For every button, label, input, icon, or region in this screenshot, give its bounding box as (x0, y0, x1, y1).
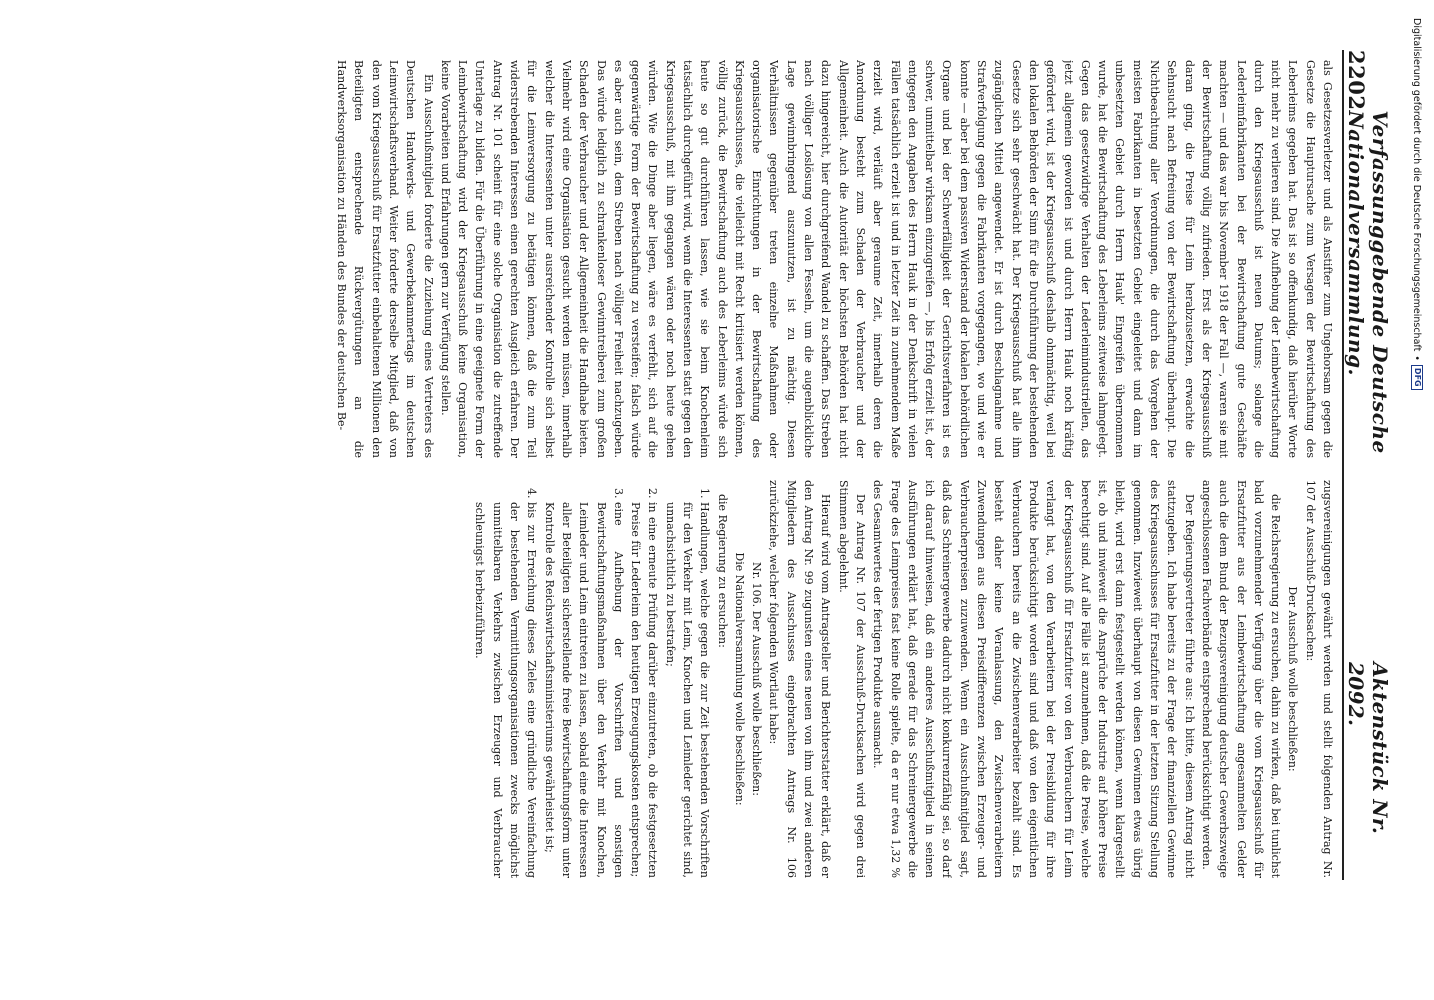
list-item: 3. eine Aufhebung der Vorschriften und sonstigen Bewirtschaftungsmaßnahmen über den Verkehr mit Knochen, Leimleder und Leim eintreten zu lassen, sobald eine die Interessen aller Beteiligten sicherstellende freie Bewirtschaftungsform unter Kontrolle des Reichswirtschaftsministeriums gewährleistet ist; (540, 502, 626, 878)
motion-106-lead: die Regierung zu ersuchen: (715, 494, 729, 648)
list-item: 1. Handlungen, welche gegen die zur Zeit bestehenden Vorschriften für den Verkehr mit Leim, Knochen und Leimleder gerichtet sind, unnachsichtlich zu bestrafen; (661, 502, 713, 878)
motion-106-heading: Die Nationalversammlung wolle beschließen: (732, 552, 746, 806)
paragraph: zugsvereinigungen gewährt werden und stellt folgenden Antrag Nr. 107 der Ausschuß-Drucksachen: (1303, 480, 1334, 878)
left-text-column (14, 60, 1336, 458)
running-title: Verfassunggebende Deutsche Nationalversammlung. (1344, 110, 1392, 454)
list-item: 4. bis zur Erreichung dieses Zieles eine gründliche Vereinfachung der bestehenden Vermittlungsorganisationen zwecks möglichst unmittelbaren Verkehrs zwischen Erzeuger und Verbraucher schleunigst herbeizuführen. (471, 502, 540, 878)
dfg-logo: DFG (1411, 365, 1423, 390)
motion-106-list (471, 480, 713, 878)
right-text-column (136, 480, 1336, 878)
government-statement: Der Regierungsvertreter führte aus: Ich bitte, diesem Antrag nicht stattzugeben. Ich habe bereits zu der Frage der finanziellen Gewinne des Kriegsausschusses für Ersatzfutter in der letzten Sitzung Stellung genommen. Inzwieweit überhaupt von diesen Gewinnen etwas übrig bleibt, wird erst dann festgestellt werden können, wenn klargestellt ist, ob und inwieweit die Ansprüche der Industrie auf höhere Preise berechtigt sind. Auf alle Fälle ist anzunehmen, daß die Preise, welche der Kriegsausschuß für Ersatzfutter von den Verbrauchern für Leim verlangt hat, von den Verarbeitern bei der Preisbildung für ihre Produkte berücksichtigt worden sind und daß von den eigentlichen Verbrauchern bereits an die Zwischenverarbeiter bezahlt sind. Es besteht daher keine Veranlassung, den Zwischenverarbeitern Zuwendungen aus diesen Preisdifferenzen zwischen Erzeuger- und Verbraucherpreisen zuzuwenden. Wenn ein Ausschußmitglied sagt, daß das Schreinergewerbe dadurch nicht konkurrenzfähig sei, so darf ich darauf hinweisen, daß ein anderes Ausschußmitglied in seinen Ausführungen erklärt hat, daß gerade für das Schreinergewerbe die Frage des Leimpreises fast keine Rolle spielte, da er nur etwa 1,32 % des Gesamtwertes der fertigen Produkte ausmacht. (871, 480, 1196, 878)
footer-attribution: Digitalisierung gefördert durch die Deutsche Forschungsgemeinschaft (1411, 18, 1423, 352)
page-header (1342, 50, 1392, 880)
paragraph: als Gesetzesverletzer und als Anstifter zum Ungehorsam gegen die Gesetze die Hauptursache zum Versagen der Bewirtschaftung des Leberleims gegeben hat. Das ist so offenkundig, daß hierüber Worte nicht mehr zu verlieren sind. Die Aufhebung der Leimbewirtschaftung durch den Kriegsausschuß ist neuen Datums; solange die Lederleimfabrikanten bei der Bewirtschaftung gute Geschäfte machten — und das war bis November 1918 der Fall —, waren sie mit der Bewirtschaftung völlig zufrieden. Erst als der Kriegsausschuß daran ging, die Preise für Leim herabzusetzen, erwachte die Sehnsucht nach Befreiung von der Bewirtschaftung überhaupt. Die Nichtbeachtung aller Verordnungen, die durch das Vorgehen der meisten Fabrikanten in besetzten Gebiet eingeleitet und dann im unbesetzten Gebiet durch Herrn Hauk' Eingreifen übernommen wurde, hat die Bewirtschaftung des Leberleims zeitweise lahmgelegt. Gegen das gesetzwidrige Verhalten der Lederleimindustriellen, das jetzt allgemein geworden ist und durch Herrn Hauk noch kräftig gefördert wird, ist der Kriegsausschuß deshalb ohnmächtig, weil bei den lokalen Behörden der Sinn für die Durchführung der bestehenden Gesetze sich sehr geschwächt hat. Der Kriegsausschuß hat alle ihm zugänglichen Mittel angewendet. Er ist durch Beschlagnahme und Strafverfolgung gegen die Fabrikanten vorgegangen, wo und wie er konnte — aber bei dem passiven Widerstand der lokalen behördlichen Organe und bei der Schwerfälligkeit der Gerichtsverfahren ist es schwer, unmittelbar wirksam einzugreifen —, bis Erfolg erzielt ist, der entgegen den Angaben des Herrn Hauk in der Denkschrift in vielen Fällen tatsächlich erzielt ist und in letzter Zeit in zunehmendem Maße erzielt wird, verläuft aber geraume Zeit, innerhalb deren die Anordnung besteht zum Schaden der Verbraucher und der Allgemeinheit. Auch die Autorität der höchsten Behörden hat nicht dazu hingereicht, hier durchgreifend Wandel zu schaffen. Das Streben nach völliger Loslösung von allen Fesseln, um die augenblickliche Lage gewinnbringend auszunutzen, ist zu mächtig. Diesen Verhältnissen gegenüber treten einzelne Maßnahmen oder organisatorische Einrichtungen in der Bewirtschaftung des Kriegsausschusses, die vielleicht mit Recht kritisiert werden können, völlig zurück, die Bewirtschaftung auch des Leberleims würde sich heute so gut durchführen lassen, wie sie beim Knochenleim tatsächlich durchgeführt wird, wenn die Interessenten statt gegen den Kriegsausschuß, mit ihm gegangen wären oder noch heute gehen würden. Wie die Dinge aber liegen, wäre es verfehlt, sich auf die gegenwärtige Form der Bewirtschaftung zu versteifen; falsch würde es aber auch sein, dem Streben nach völliger Freiheit nachzugeben. Das würde lediglich zu schrankenloser Gewinntreiberei zum großen Schaden der Verbraucher und der Allgemeinheit die Handhabe bieten. Vielmehr wird eine Organisation gesucht werden müssen, innerhalb welcher die Interessenten unter ausreichender Kontrolle sich selbst für die Leimversorgung zu betätigen können, daß die zum Teil widerstrebenden Interessen einen gerechten Ausgleich erfahren. Der Antrag Nr. 101 scheint für eine solche Organisation die zutreffende Unterlage zu bilden. Für die Überführung in eine geeignete Form der Leimbewirtschaftung wird der Kriegsausschuß keine Organisation, keine Vorarbeiten und Erfahrungen gern zur Verfügung stellen. (438, 60, 1334, 458)
list-item: 2. in eine erneute Prüfung darüber einzutreten, ob die festgesetzten Preise für Lederleim den heutigen Erzeugungskosten entsprechen; (627, 502, 662, 878)
motion-106-title: Nr. 106. Der Ausschuß wolle beschließen: (750, 562, 764, 796)
motion-107-heading: Der Ausschuß wolle beschließen: (1286, 586, 1300, 772)
paragraph: Ein Ausschußmitglied forderte die Zuziehung eines Vertreters des Deutschen Handwerks- und Gewerbekammertags im deutschen Leimwirtschaftsverband. Weiter forderte derselbe Mitglied, daß von den vom Kriegsausschuß für Ersatzfutter einbehaltenen Millionen den Beteiligten entsprechende Rückvergütungen an die Handwerksorganisation zu Händen des Bundes der deutschen Be- (335, 60, 435, 458)
footer-separator: • (1411, 355, 1423, 361)
motion-106-intro: Hierauf wird vom Antragsteller und Berichterstatter erklärt, daß er den Antrag Nr. 99 zugunsten eines neuen von ihm und zwei anderen Mitgliedern des Ausschusses eingebrachten Antrags Nr. 106 zurückziehe, welcher folgenden Wortlaut habe: (767, 480, 833, 878)
document-reference: Aktenstück Nr. 2092. (1344, 662, 1392, 835)
motion-107-result: Der Antrag Nr. 107 der Ausschuß-Drucksachen wird gegen drei Stimmen abgelehnt. (836, 480, 867, 878)
digitization-footer (1410, 18, 1424, 988)
motion-107-text: die Reichsregierung zu ersuchen, dahin zu wirken, daß bei tunlichst bald vorzunehmender Verfügung über die vom Kriegsausschuß für Ersatzfutter aus der Leimbewirtschaftung angesammelten Gelder auch die dem Bund der Bezugsvereinigung deutscher Gewerbszweige angeschlossenen Fachverbände entsprechend berücksichtigt werden. (1199, 480, 1283, 878)
page-number: 2202 (1344, 50, 1369, 111)
